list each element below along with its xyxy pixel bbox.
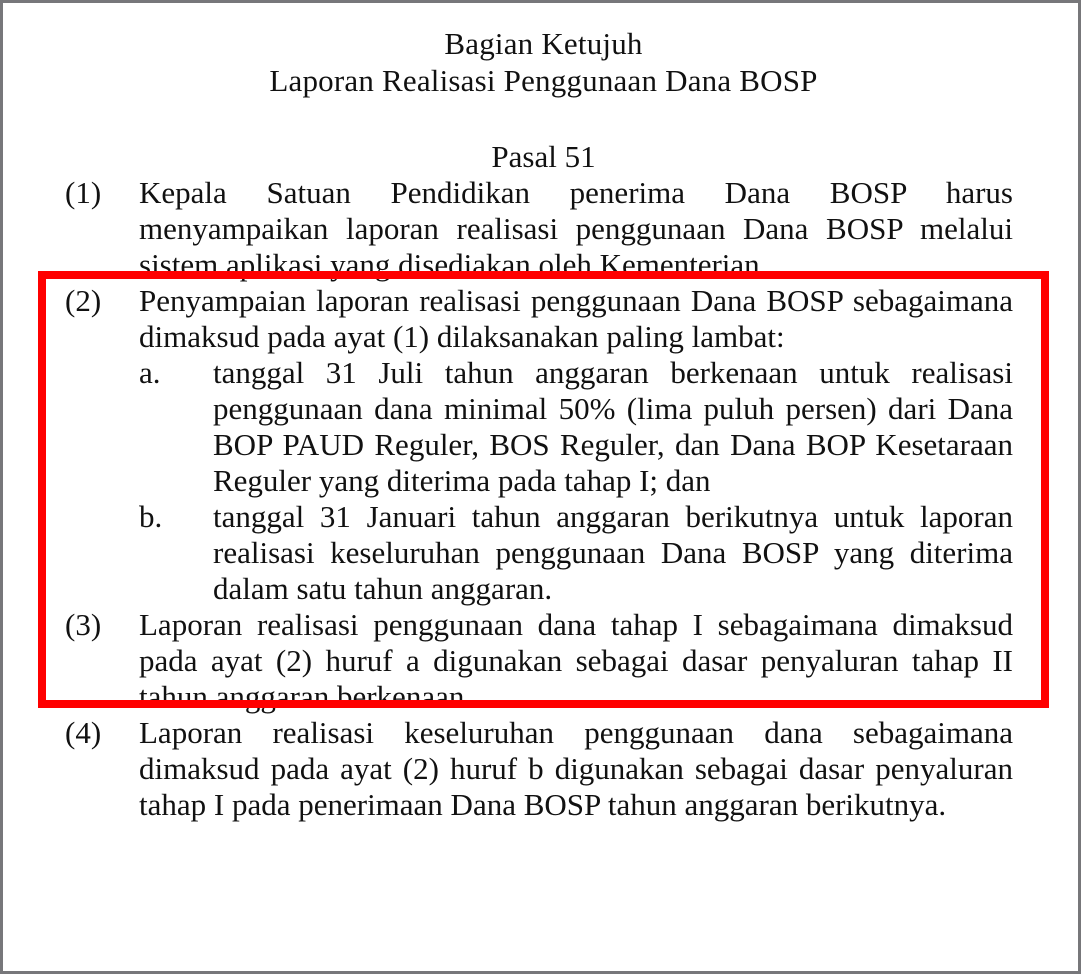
clause-2-subclause-a (139, 355, 1013, 499)
clause-2-subclause-b (139, 499, 1013, 607)
clause-3 (3, 607, 1081, 715)
section-subheading: Laporan Realisasi Penggunaan Dana BOSP (269, 63, 818, 98)
clause-3-text: Laporan realisasi penggunaan dana tahap I sebagaimana dimaksud pada ayat (2) huruf a digunakan sebagai dasar penyaluran tahap II tahun anggaran berkenaan. (139, 607, 1013, 714)
clause-1-number: (1) (65, 175, 102, 210)
article-label: Pasal 51 (491, 139, 596, 174)
clause-4-text: Laporan realisasi keseluruhan penggunaan dana sebagaimana dimaksud pada ayat (2) huruf b digunakan sebagai dasar penyaluran tahap I pada penerimaan Dana BOSP tahun anggaran berikutnya. (139, 715, 1013, 822)
subclause-b-text: tanggal 31 Januari tahun anggaran berikutnya untuk laporan realisasi keseluruhan penggunaan Dana BOSP yang diterima dalam satu tahun anggaran. (213, 499, 1013, 606)
subclause-a-text: tanggal 31 Juli tahun anggaran berkenaan untuk realisasi penggunaan dana minimal 50% (lima puluh persen) dari Dana BOP PAUD Reguler, BOS Reguler, dan Dana BOP Kesetaraan Reguler yang diterima pada tahap I; dan (213, 355, 1013, 498)
clause-3-number: (3) (65, 607, 102, 642)
section-heading: Bagian Ketujuh (444, 26, 643, 61)
clause-2 (3, 283, 1081, 607)
clause-2-number: (2) (65, 283, 102, 318)
clause-4-number: (4) (65, 715, 102, 750)
document-body (3, 3, 1081, 823)
subclause-a-letter: a. (139, 355, 161, 390)
section-heading-block (3, 25, 1081, 99)
clause-4 (3, 715, 1081, 823)
clause-1 (3, 175, 1081, 283)
subclause-b-letter: b. (139, 499, 163, 534)
clause-2-text: Penyampaian laporan realisasi penggunaan Dana BOSP sebagaimana dimaksud pada ayat (1) dilaksanakan paling lambat: (139, 283, 1013, 354)
clause-1-text: Kepala Satuan Pendidikan penerima Dana BOSP harus menyampaikan laporan realisasi penggunaan Dana BOSP melalui sistem aplikasi yang disediakan oleh Kementerian. (139, 175, 1013, 282)
